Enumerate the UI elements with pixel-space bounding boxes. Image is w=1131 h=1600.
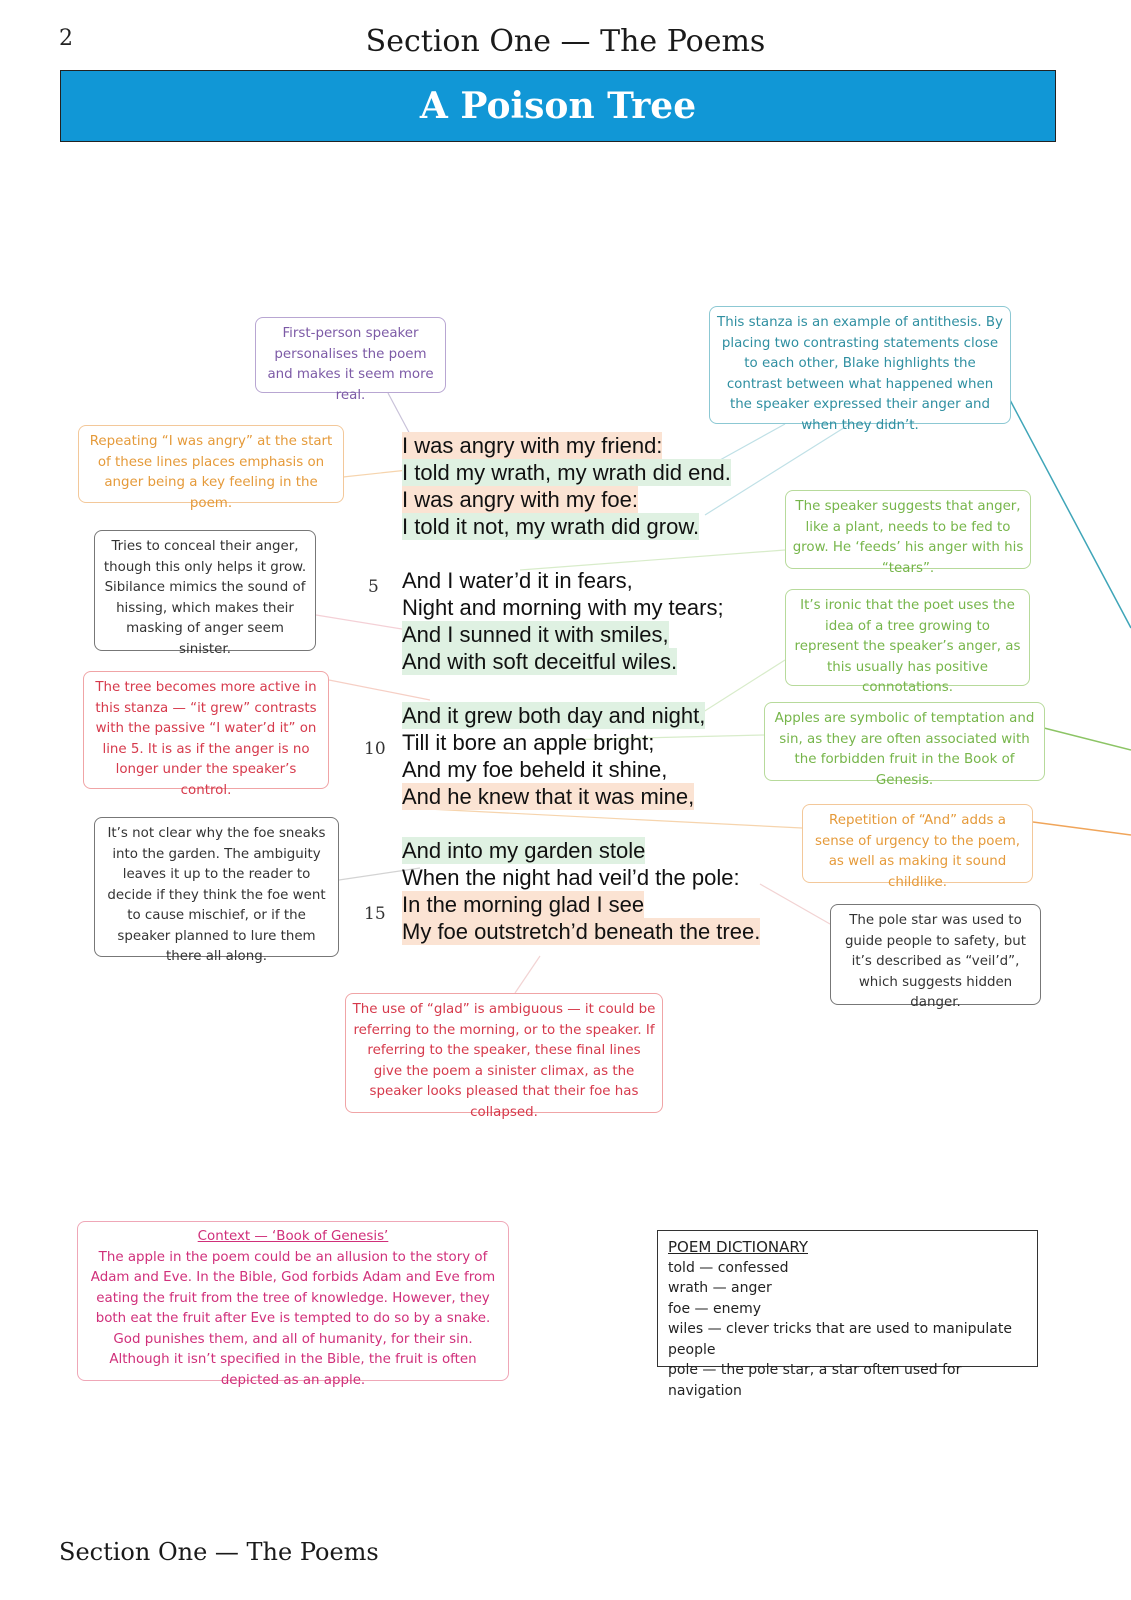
title-bar: [60, 70, 1056, 142]
section-header: Section One — The Poems: [365, 24, 766, 59]
annotation-antithesis: This stanza is an example of antithesis. By placing two contrasting statements close to each other, Blake highlights the contrast between what happened when the speaker expressed their anger and when they didn’t.: [709, 306, 1011, 424]
poem-dictionary: [657, 1230, 1038, 1399]
annotation-repeating: Repeating “I was angry” at the start of these lines places emphasis on anger being a key feeling in the poem.: [78, 425, 344, 503]
poem-line: I told my wrath, my wrath did end.: [402, 460, 731, 485]
poem-line: Till it bore an apple bright;: [402, 730, 655, 755]
page-number: 2: [59, 26, 73, 51]
annotation-repetition-and: Repetition of “And” adds a sense of urgency to the poem, as well as making it sound childlike.: [802, 804, 1033, 883]
annotation-apples: Apples are symbolic of temptation and sin, as they are often associated with the forbidden fruit in the Book of Genesis.: [764, 702, 1045, 781]
poem-line: I told it not, my wrath did grow.: [402, 514, 700, 539]
annotation-plant: The speaker suggests that anger, like a plant, needs to be fed to grow. He ‘feeds’ his anger with his “tears”.: [785, 490, 1031, 569]
dictionary-entry: foe — enemy: [668, 1300, 762, 1317]
poem-line: When the night had veil’d the pole:: [402, 865, 740, 890]
line-number-15: 15: [364, 904, 386, 924]
annotation-ambiguity: It’s not clear why the foe sneaks into the garden. The ambiguity leaves it up to the reader to decide if they think the foe went to cause mischief, or if the speaker planned to lure them there all along.: [94, 817, 339, 957]
poem-line: And he knew that it was mine,: [402, 784, 695, 809]
dictionary-entry: pole — the pole star, a star often used for navigation: [668, 1362, 962, 1399]
dictionary-entry: wiles — clever tricks that are used to manipulate people: [668, 1321, 1012, 1358]
poem-line: Night and morning with my tears;: [402, 595, 724, 620]
dictionary-heading: POEM DICTIONARY: [668, 1238, 808, 1256]
poem-line: And my foe beheld it shine,: [402, 757, 668, 782]
poem-title: A Poison Tree: [419, 85, 697, 127]
poem-line: And into my garden stole: [402, 838, 646, 863]
annotation-pole-star: The pole star was used to guide people to safety, but it’s described as “veil’d”, which suggests hidden danger.: [830, 904, 1041, 1005]
context-heading: Context — ‘Book of Genesis’: [197, 1229, 389, 1244]
poem-line: I was angry with my friend:: [402, 433, 663, 458]
dictionary-entry: wrath — anger: [668, 1280, 772, 1296]
footer-section: Section One — The Poems: [59, 1538, 379, 1566]
annotation-glad: The use of “glad” is ambiguous — it could be referring to the morning, or to the speaker. If referring to the speaker, these final lines give the poem a sinister climax, as the speaker looks pleased that their foe has collapsed.: [345, 993, 663, 1113]
annotation-conceal: Tries to conceal their anger, though this only helps it grow. Sibilance mimics the sound of hissing, which makes their masking of anger seem sinister.: [94, 530, 316, 651]
poem-line: And with soft deceitful wiles.: [402, 649, 678, 674]
context-box: [77, 1221, 509, 1388]
annotation-active: The tree becomes more active in this stanza — “it grew” contrasts with the passive “I water’d it” on line 5. It is as if the anger is no longer under the speaker’s control.: [83, 671, 329, 789]
poem-line: And I water’d it in fears,: [402, 568, 633, 593]
dictionary-entry: told — confessed: [668, 1259, 789, 1276]
line-number-10: 10: [364, 739, 386, 759]
line-number-5: 5: [368, 577, 379, 597]
poem-line: I was angry with my foe:: [402, 487, 638, 512]
poem-line: And I sunned it with smiles,: [402, 622, 669, 647]
annotation-ironic: It’s ironic that the poet uses the idea of a tree growing to represent the speaker’s anger, as this usually has positive connotations.: [785, 589, 1030, 686]
context-body: The apple in the poem could be an allusion to the story of Adam and Eve. In the Bible, God forbids Adam and Eve from eating the fruit from the tree of knowledge. However, they both eat the fruit after Eve is tempted to do so by a snake. God punishes them, and all of humanity, for their sin. Although it isn’t specified in the Bible, the fruit is often depicted as an apple.: [90, 1249, 496, 1388]
poem-line: And it grew both day and night,: [402, 703, 706, 728]
annotation-first-person: First-person speaker personalises the poem and makes it seem more real.: [255, 317, 446, 393]
poem-line: My foe outstretch’d beneath the tree.: [402, 919, 761, 944]
poem-line: In the morning glad I see: [402, 892, 645, 917]
